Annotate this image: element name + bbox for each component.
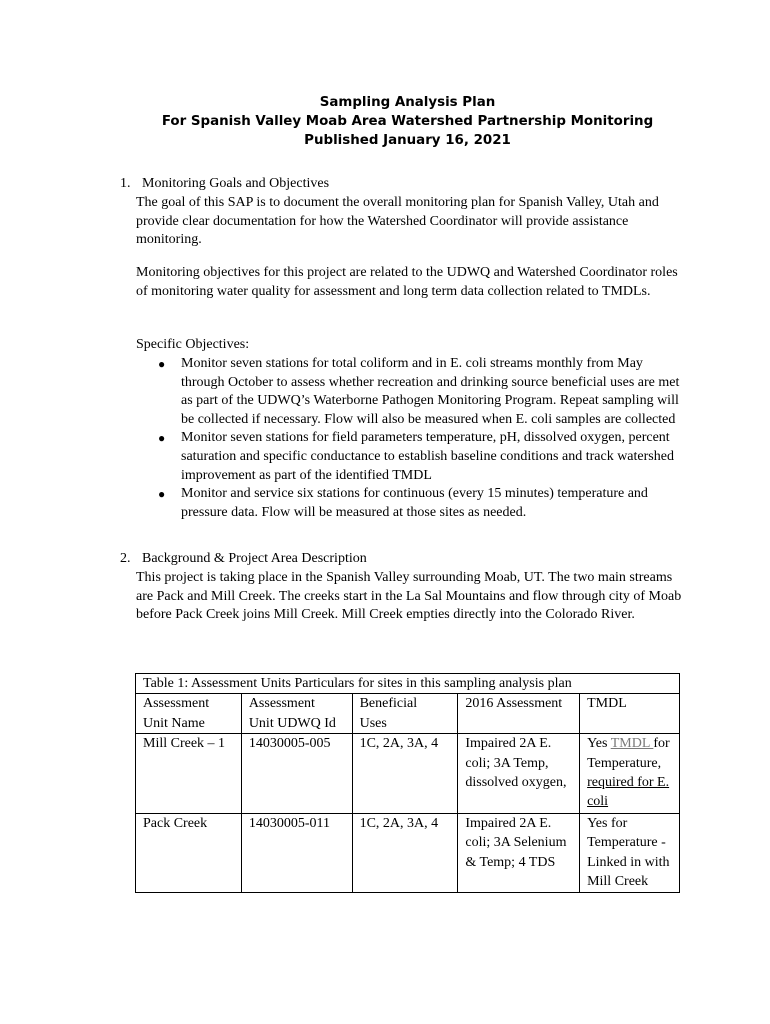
list-item [158, 355, 688, 429]
section-1-goal-paragraph: The goal of this SAP is to document the overall monitoring plan for Spanish Valley, Utah and provide clear documentation for how the Watershed Coordinator will provide assistance monitoring. [136, 195, 659, 248]
list-item [158, 485, 688, 522]
bullet-icon: ● [158, 357, 166, 371]
section-2-heading [120, 550, 367, 569]
table-header-cell [580, 714, 680, 734]
table-header-cell: Unit UDWQ Id [241, 714, 352, 734]
tmdl-required-text: required for E. coli [587, 775, 670, 810]
section-1-objectives-paragraph: Monitoring objectives for this project are related to the UDWQ and Watershed Coordinator roles of monitoring water quality for assessment and long term data collection related to TMDLs. [136, 265, 678, 299]
table-cell-uses: 1C, 2A, 3A, 4 [352, 813, 458, 893]
table-cell-unit-id: 14030005-005 [241, 734, 352, 814]
bullet-icon: ● [158, 487, 166, 502]
tmdl-yes-text: Yes [587, 736, 611, 752]
table-header-cell: Unit Name [136, 714, 242, 734]
table-row [136, 734, 680, 814]
table-header-cell: Assessment [241, 694, 352, 714]
table-cell-unit-name: Mill Creek – 1 [136, 734, 242, 814]
table-cell-tmdl [580, 734, 680, 814]
table-header-cell: TMDL [580, 694, 680, 714]
tmdl-detail-text: for Temperature, [587, 736, 670, 771]
table-header-cell: Beneficial [352, 694, 458, 714]
specific-objectives-label: Specific Objectives: [136, 337, 250, 352]
section-1-number: 1. [120, 176, 131, 191]
list-item [158, 429, 688, 485]
table-cell-unit-name: Pack Creek [136, 813, 242, 893]
section-1-heading [120, 175, 329, 194]
section-2-number: 2. [120, 551, 131, 566]
document-subtitle: For Spanish Valley Moab Area Watershed Partnership Monitoring [161, 114, 654, 129]
table-cell-tmdl: Yes for Temperature -Linked in with Mill Creek [580, 813, 680, 893]
bullet-icon: ● [158, 431, 166, 446]
specific-objectives-list [158, 355, 688, 522]
section-1-title: Monitoring Goals and Objectives [142, 176, 330, 191]
table-cell-unit-id: 14030005-011 [241, 813, 352, 893]
table-header-cell [458, 714, 580, 734]
table-caption: Table 1: Assessment Units Particulars for sites in this sampling analysis plan [136, 674, 680, 694]
document-publish-date: Published January 16, 2021 [304, 133, 511, 148]
document-title: Sampling Analysis Plan [319, 95, 496, 110]
table-cell-assessment: Impaired 2A E. coli; 3A Selenium & Temp; 4 TDS [458, 813, 580, 893]
table-header-cell: Assessment [136, 694, 242, 714]
table-header-row-continued [136, 714, 680, 734]
document-title-block [0, 93, 770, 150]
section-2-title: Background & Project Area Description [142, 551, 367, 566]
table-header-row [136, 694, 680, 714]
table-header-cell: 2016 Assessment [458, 694, 580, 714]
objective-text: Monitor and service six stations for continuous (every 15 minutes) temperature and pressure data. Flow will be measured at those sites as needed. [181, 486, 648, 520]
section-2-paragraph: This project is taking place in the Spanish Valley surrounding Moab, UT. The two main streams are Pack and Mill Creek. The creeks start in the La Sal Mountains and flow through city of Moab before Pack Creek joins Mill Creek. Mill Creek empties directly into the Colorado River. [136, 570, 682, 623]
table-cell-assessment: Impaired 2A E. coli; 3A Temp, dissolved oxygen, [458, 734, 580, 814]
tmdl-link[interactable]: TMDL [610, 736, 654, 752]
objective-text: Monitor seven stations for field parameters temperature, pH, dissolved oxygen, percent saturation and specific conductance to establish baseline conditions and track watershed improvement as part of the identified TMDL [181, 430, 674, 483]
objective-text: Monitor seven stations for total coliform and in E. coli streams monthly from May through October to assess whether recreation and drinking source beneficial uses are met as part of the UDWQ’s Waterborne Pathogen Monitoring Program. Repeat sampling will be collected if necessary. Flow will also be measured when E. coli samples are collected [181, 356, 680, 427]
table-row [136, 813, 680, 893]
assessment-units-table [135, 673, 680, 893]
table-cell-uses: 1C, 2A, 3A, 4 [352, 734, 458, 814]
table-header-cell: Uses [352, 714, 458, 734]
